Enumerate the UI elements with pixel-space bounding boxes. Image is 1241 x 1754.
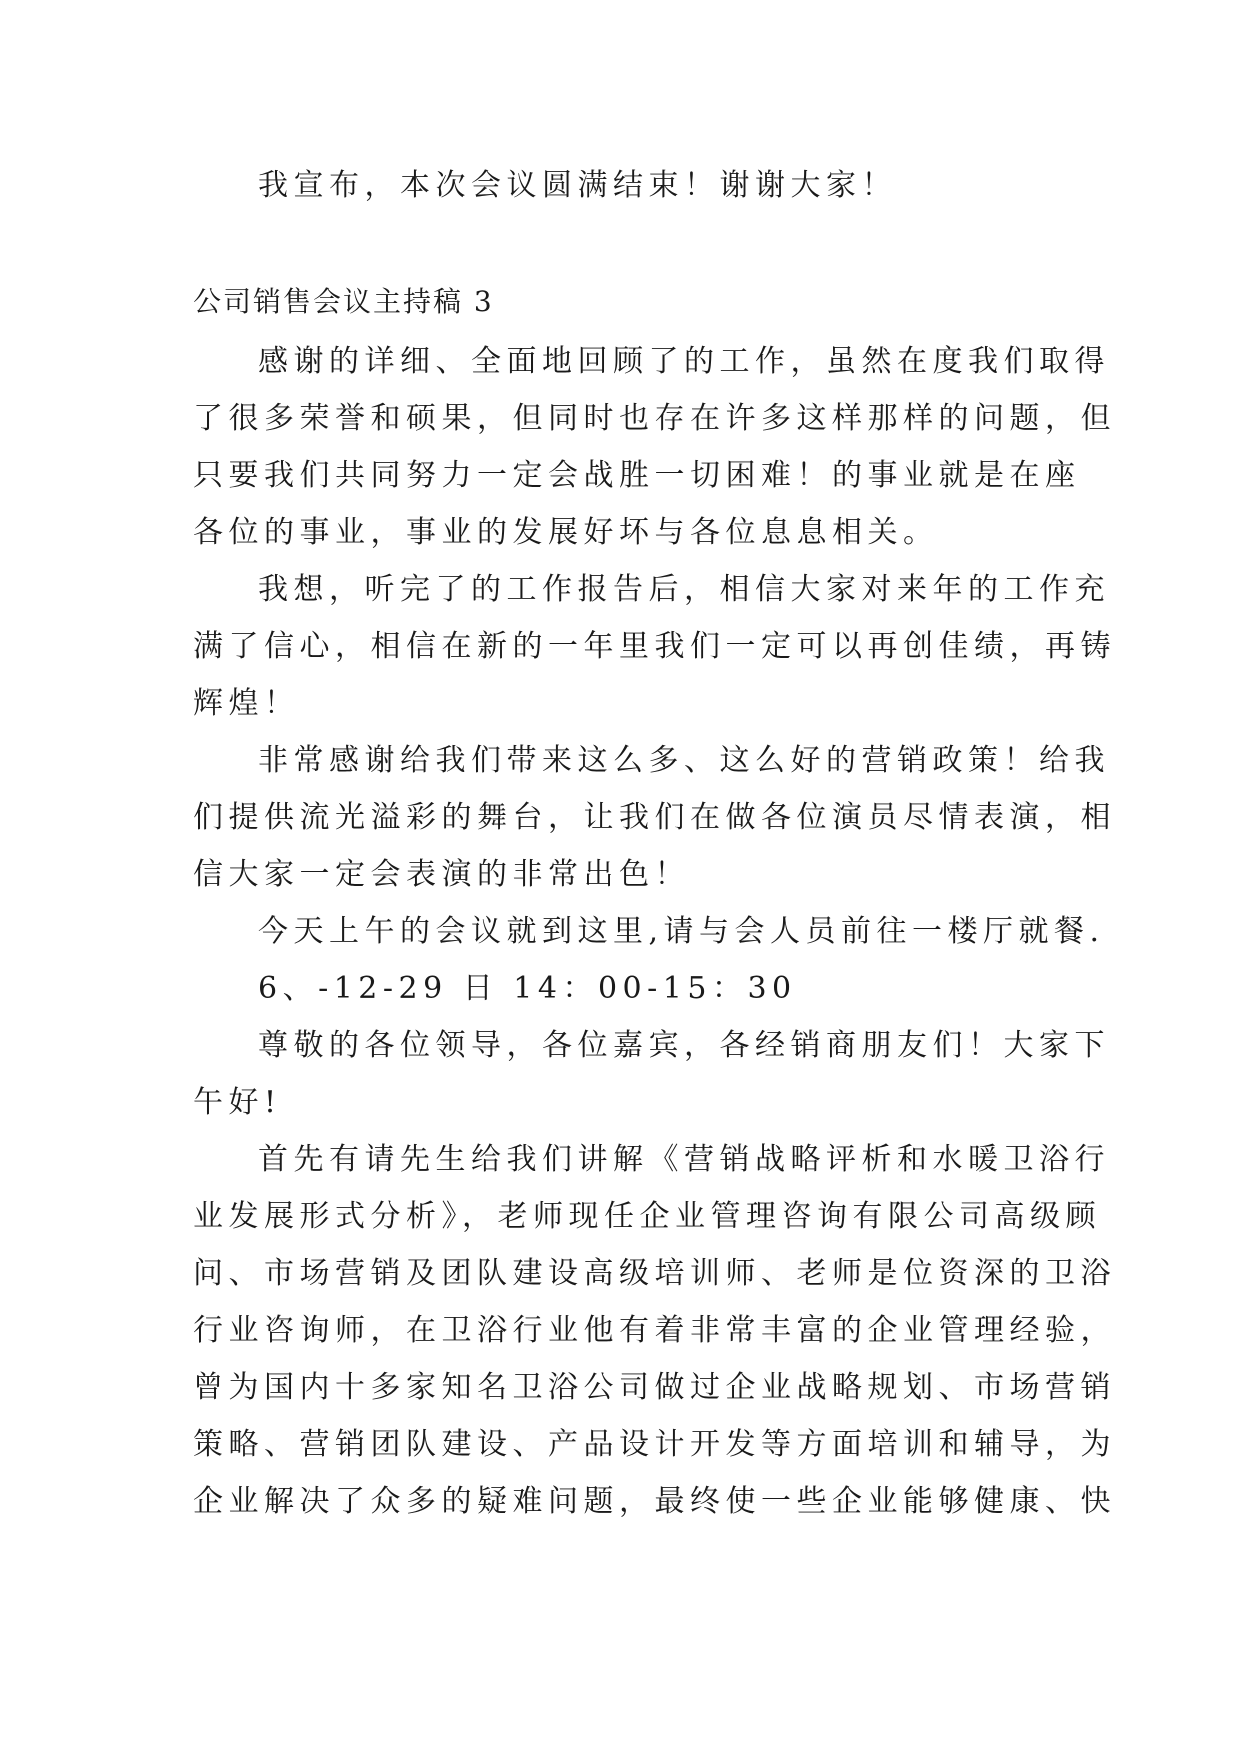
paragraph-line: 非常感谢给我们带来这么多、这么好的营销政策！给我	[258, 743, 1110, 778]
paragraph-line: 业发展形式分析》，老师现任企业管理咨询有限公司高级顾	[193, 1199, 1101, 1234]
paragraph-line: 首先有请先生给我们讲解《营销战略评析和水暖卫浴行	[258, 1142, 1110, 1177]
date-time-line: 6、-12-29 日 14：00-15：30	[258, 971, 797, 1006]
paragraph-line: 企业解决了众多的疑难问题，最终使一些企业能够健康、快	[193, 1484, 1116, 1519]
paragraph-line: 们提供流光溢彩的舞台，让我们在做各位演员尽情表演，相	[193, 800, 1116, 835]
paragraph-line: 我想，听完了的工作报告后，相信大家对来年的工作充	[258, 572, 1110, 607]
paragraph-line: 信大家一定会表演的非常出色！	[193, 857, 690, 892]
paragraph-line: 只要我们共同努力一定会战胜一切困难！的事业就是在座	[193, 458, 1081, 493]
paragraph-line: 了很多荣誉和硕果，但同时也存在许多这样那样的问题，但	[193, 401, 1116, 436]
paragraph-line: 曾为国内十多家知名卫浴公司做过企业战略规划、市场营销	[193, 1370, 1116, 1405]
paragraph-line: 午好!	[193, 1085, 282, 1120]
paragraph-line: 尊敬的各位领导，各位嘉宾，各经销商朋友们！大家下	[258, 1028, 1110, 1063]
paragraph-line: 各位的事业，事业的发展好坏与各位息息相关。	[193, 515, 939, 550]
paragraph-line: 问、市场营销及团队建设高级培训师、老师是位资深的卫浴	[193, 1256, 1116, 1291]
closing-line: 我宣布，本次会议圆满结束！谢谢大家！	[258, 168, 897, 203]
paragraph-line: 满了信心，相信在新的一年里我们一定可以再创佳绩，再铸	[193, 629, 1116, 664]
paragraph-line: 行业咨询师，在卫浴行业他有着非常丰富的企业管理经验，	[193, 1313, 1116, 1348]
section-title: 公司销售会议主持稿 3	[193, 285, 494, 318]
paragraph-line: 辉煌！	[193, 686, 300, 721]
paragraph-line: 策略、营销团队建设、产品设计开发等方面培训和辅导，为	[193, 1427, 1116, 1462]
paragraph-line: 今天上午的会议就到这里,请与会人员前往一楼厅就餐.	[258, 914, 1105, 949]
paragraph-line: 感谢的详细、全面地回顾了的工作，虽然在度我们取得	[258, 344, 1110, 379]
